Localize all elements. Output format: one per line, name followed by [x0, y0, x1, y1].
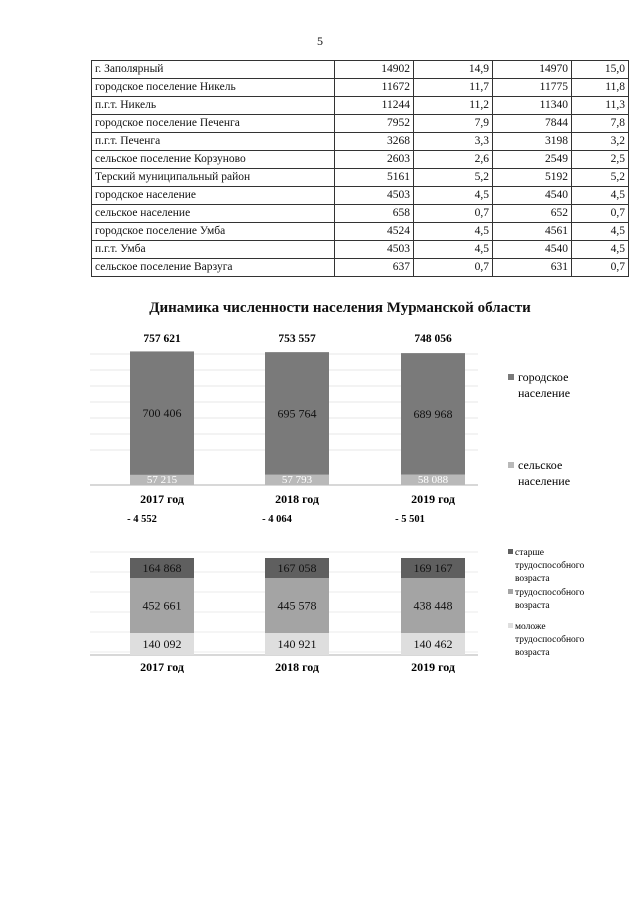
row-value-cell: 0,7: [572, 259, 629, 277]
row-name-cell: сельское поселение Корзуново: [92, 151, 335, 169]
row-name-cell: п.г.т. Умба: [92, 241, 335, 259]
row-value-cell: 658: [335, 205, 414, 223]
row-value-cell: 11672: [335, 79, 414, 97]
charts-title: Динамика численности населения Мурманской области: [149, 300, 531, 316]
bar-rural-label: 57 793: [281, 474, 313, 486]
category-label: 2018 год: [275, 492, 319, 506]
row-value-cell: 11,8: [572, 79, 629, 97]
row-value-cell: 0,7: [414, 259, 493, 277]
row-value-cell: 15,0: [572, 61, 629, 79]
row-value-cell: 11,2: [414, 97, 493, 115]
bar-working-label: 438 448: [413, 598, 453, 613]
bar-older-label: 167 058: [277, 561, 317, 575]
page-number: 5: [317, 34, 323, 48]
bar-working-label: 452 661: [142, 598, 182, 613]
row-value-cell: 4,5: [414, 223, 493, 241]
bar-total-label: 753 557: [278, 333, 316, 345]
bar-young-label: 140 092: [142, 637, 182, 651]
row-value-cell: 4540: [493, 241, 572, 259]
bar-young-label: 140 462: [413, 637, 453, 651]
row-value-cell: 4,5: [414, 241, 493, 259]
bar-older-label: 169 167: [413, 561, 453, 575]
row-value-cell: 3198: [493, 133, 572, 151]
row-name-cell: Терский муниципальный район: [92, 169, 335, 187]
legend-working-label: возраста: [515, 601, 550, 611]
row-value-cell: 0,7: [572, 205, 629, 223]
row-value-cell: 4,5: [572, 187, 629, 205]
legend-older-label: старше: [515, 548, 544, 558]
bar-rural-label: 58 088: [417, 474, 449, 486]
category-label: 2019 год: [411, 660, 455, 674]
bar-urban-label: 700 406: [142, 406, 182, 421]
legend-young-swatch: [508, 623, 513, 628]
bar-young-label: 140 921: [277, 637, 317, 651]
category-label: 2019 год: [411, 492, 455, 506]
legend-older-label: возраста: [515, 574, 550, 584]
row-value-cell: 11,3: [572, 97, 629, 115]
row-value-cell: 5161: [335, 169, 414, 187]
bar-older-label: 164 868: [142, 561, 182, 575]
row-value-cell: 7,9: [414, 115, 493, 133]
legend-working-swatch: [508, 589, 513, 594]
bar-total-label: 757 621: [143, 333, 181, 345]
legend-rural-label: население: [518, 474, 571, 488]
row-value-cell: 4503: [335, 241, 414, 259]
row-value-cell: 3268: [335, 133, 414, 151]
bar-total-label: 748 056: [414, 333, 452, 345]
change-label: - 4 064: [262, 514, 292, 525]
bar-urban-label: 695 764: [277, 406, 317, 421]
row-value-cell: 3,3: [414, 133, 493, 151]
legend-urban-label: городское: [518, 370, 569, 384]
row-value-cell: 5,2: [414, 169, 493, 187]
legend-working-label: трудоспособного: [515, 588, 585, 598]
row-name-cell: городское поселение Печенга: [92, 115, 335, 133]
category-label: 2017 год: [140, 492, 184, 506]
row-value-cell: 14,9: [414, 61, 493, 79]
row-name-cell: городское поселение Умба: [92, 223, 335, 241]
bar-rural-label: 57 215: [146, 474, 178, 486]
row-value-cell: 14970: [493, 61, 572, 79]
row-name-cell: городское население: [92, 187, 335, 205]
row-value-cell: 7844: [493, 115, 572, 133]
row-value-cell: 5,2: [572, 169, 629, 187]
row-name-cell: п.г.т. Никель: [92, 97, 335, 115]
row-value-cell: 11340: [493, 97, 572, 115]
legend-rural-label: сельское: [518, 458, 563, 472]
row-value-cell: 2549: [493, 151, 572, 169]
row-value-cell: 3,2: [572, 133, 629, 151]
legend-young-label: трудоспособного: [515, 635, 585, 645]
row-value-cell: 2,5: [572, 151, 629, 169]
legend-urban-swatch: [508, 374, 514, 380]
category-label: 2018 год: [275, 660, 319, 674]
row-value-cell: 2603: [335, 151, 414, 169]
row-value-cell: 4540: [493, 187, 572, 205]
bar-working-label: 445 578: [277, 598, 317, 613]
row-value-cell: 4,5: [572, 223, 629, 241]
row-value-cell: 11775: [493, 79, 572, 97]
row-name-cell: городское поселение Никель: [92, 79, 335, 97]
row-name-cell: г. Заполярный: [92, 61, 335, 79]
row-value-cell: 14902: [335, 61, 414, 79]
legend-older-label: трудоспособного: [515, 561, 585, 571]
change-label: - 4 552: [127, 514, 157, 525]
row-value-cell: 7,8: [572, 115, 629, 133]
row-value-cell: 631: [493, 259, 572, 277]
row-value-cell: 4503: [335, 187, 414, 205]
row-value-cell: 4,5: [572, 241, 629, 259]
change-label: - 5 501: [395, 514, 425, 525]
legend-urban-label: население: [518, 386, 571, 400]
row-value-cell: 11244: [335, 97, 414, 115]
row-value-cell: 7952: [335, 115, 414, 133]
row-value-cell: 2,6: [414, 151, 493, 169]
row-value-cell: 5192: [493, 169, 572, 187]
row-name-cell: сельское поселение Варзуга: [92, 259, 335, 277]
bar-urban-label: 689 968: [413, 406, 453, 421]
row-value-cell: 637: [335, 259, 414, 277]
legend-rural-swatch: [508, 462, 514, 468]
legend-young-label: возраста: [515, 648, 550, 658]
row-value-cell: 4,5: [414, 187, 493, 205]
legend-older-swatch: [508, 549, 513, 554]
row-value-cell: 11,7: [414, 79, 493, 97]
legend-young-label: моложе: [515, 622, 546, 632]
row-name-cell: сельское население: [92, 205, 335, 223]
row-value-cell: 4524: [335, 223, 414, 241]
category-label: 2017 год: [140, 660, 184, 674]
row-value-cell: 652: [493, 205, 572, 223]
row-value-cell: 4561: [493, 223, 572, 241]
row-value-cell: 0,7: [414, 205, 493, 223]
row-name-cell: п.г.т. Печенга: [92, 133, 335, 151]
